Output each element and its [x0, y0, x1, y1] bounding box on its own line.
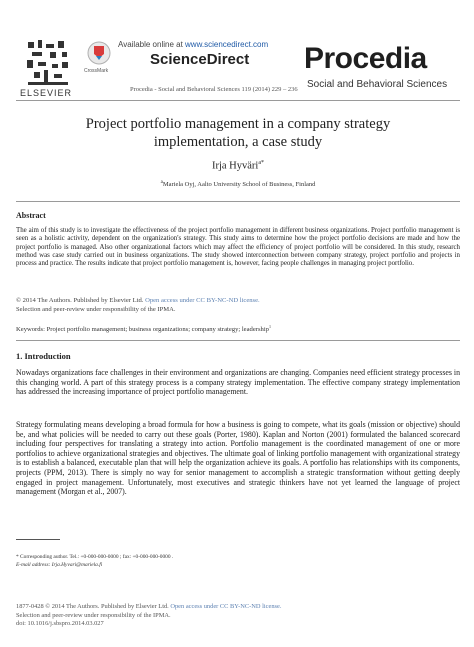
crossmark-icon[interactable]	[86, 40, 112, 68]
affiliation	[16, 180, 460, 188]
sciencedirect-link[interactable]: www.sciencedirect.com	[185, 40, 269, 49]
affiliation-text: Mariela Oyj, Aalto University School of Business, Finland	[162, 181, 316, 189]
footnote-divider	[16, 539, 60, 540]
article-title	[16, 115, 460, 151]
page-footer	[16, 603, 460, 629]
intro-paragraph-2: Strategy formulating means developing a broad formula for how a business is going to compete, what its goals (mission or objective) should be, and what policies will be needed to carry out these goals (Porter, 1980). Kaplan and Norton (2001) formulated the balanced scorecard including four perspectives for translating a strategy into action. Portfolio management is the coordinated management of one or more portfolios to achieve organizational strategies and objectives. The ultimate goal of linking portfolio management with organizational strategy is to establish a balanced, executable plan that will help the organization achieve its goals. A portfolio has relationships with its components, projects (PPM, 2013). There is simply no way for senior management to accomplish a strategic transformation without getting deeply engaged in project management. Unfortunately, most executives and strategic thinkers have not yet learned the language of project management (Morgan et al., 2007).	[16, 420, 460, 497]
footer-license-link[interactable]: Open access under CC BY-NC-ND license.	[170, 603, 282, 610]
footer-line-2: Selection and peer-review under responsibility of the IPMA.	[16, 611, 171, 619]
footer-doi[interactable]: doi: 10.1016/j.sbspro.2014.03.027	[16, 620, 104, 627]
corresponding-author-note: * Corresponding author. Tel.: +0-000-000-0000 ; fax: +0-000-000-0000 .	[16, 554, 174, 560]
section-heading-introduction: 1. Introduction	[16, 351, 71, 361]
license-link[interactable]: Open access under CC BY-NC-ND license.	[145, 297, 260, 304]
procedia-title: Procedia	[304, 42, 427, 75]
affiliation-marker: a	[160, 180, 163, 185]
abstract-top-divider	[16, 201, 460, 202]
crossmark-label: CrossMark	[84, 68, 109, 74]
keywords-marker: 1	[268, 324, 271, 329]
elsevier-tree-logo	[24, 38, 72, 90]
title-line-2: implementation, a case study	[153, 134, 323, 150]
email-note: E-mail address: Irja.Hyvari@mariela.fi	[16, 562, 103, 568]
available-prefix: Available online at	[118, 40, 186, 49]
footer-copyright: 1877-0428 © 2014 The Authors. Published by Elsevier Ltd.	[16, 603, 171, 610]
license-line-1	[16, 296, 460, 305]
header-divider	[16, 100, 460, 101]
publisher-wordmark: ELSEVIER	[20, 88, 73, 98]
journal-citation: Procedia - Social and Behavioral Sciences 119 (2014) 229 – 236	[130, 86, 298, 93]
availability-line	[118, 40, 268, 49]
footer-line-1	[16, 603, 460, 612]
author-marker: a*	[258, 160, 265, 166]
abstract-heading: Abstract	[16, 211, 46, 220]
license-line-2: Selection and peer-review under responsibility of the IPMA.	[16, 306, 176, 314]
keywords	[16, 324, 460, 333]
intro-paragraph-1: Nowadays organizations face challenges in their environment and organizations are changing. Companies need efficient strategy processes in this changing world. A part of this strategy process is a company strategy implementation. The effective company strategy implementation has addressed the increasing importance of project portfolio management.	[16, 368, 460, 397]
keywords-text: Keywords: Project portfolio management; business organizations; company strategy; leadership	[16, 326, 269, 334]
license-prefix: © 2014 The Authors. Published by Elsevier Ltd.	[16, 297, 146, 304]
sciencedirect-wordmark: ScienceDirect	[150, 51, 250, 68]
abstract-bottom-divider	[16, 340, 460, 341]
author-line	[16, 160, 460, 172]
abstract-body: The aim of this study is to investigate the effectiveness of the project portfolio management in different business organizations. Project portfolio management is seen as a holistic activity, dependent on the organization's strategy. This study aims to determine how the project portfolio decisions are made and how the project portfolio is managed. Also other organizational factors which may affect the efficiency of project portfolio will be considered. In this study, research method was case study carried out in business organizations. The study showed interconnection between company strategy, project portfolio and projects in process and practice. The results indicate that project portfolio management is, however, facing people challenges in managing project portfolio.	[16, 227, 460, 268]
procedia-subtitle: Social and Behavioral Sciences	[307, 79, 448, 90]
title-line-1: Project portfolio management in a company strategy	[85, 116, 391, 132]
author-name: Irja Hyväri	[211, 160, 259, 172]
license-block	[16, 296, 460, 314]
